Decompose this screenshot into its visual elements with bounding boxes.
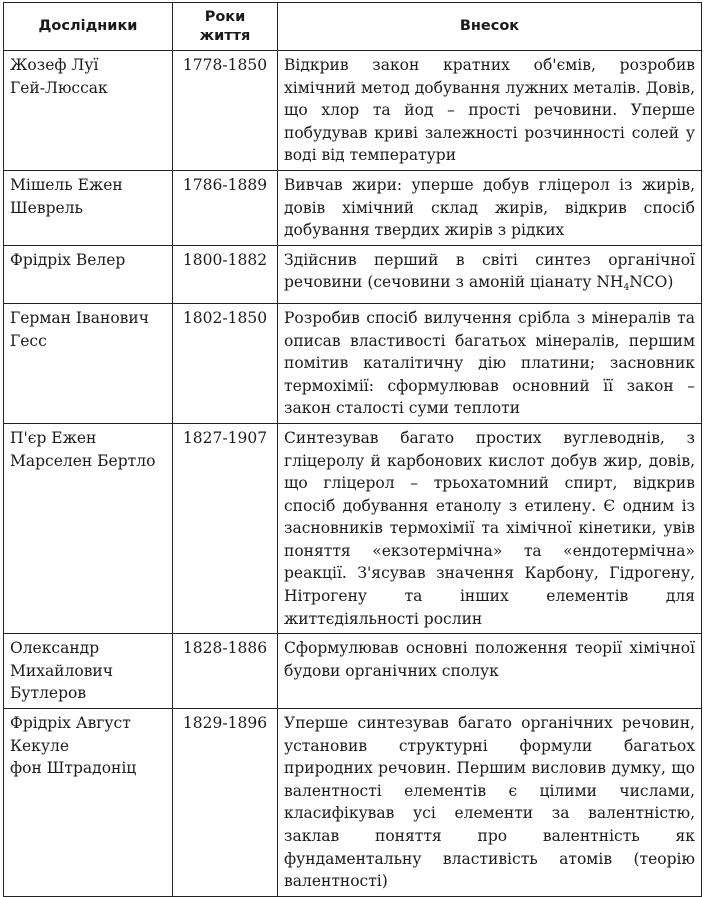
researcher-name: Фрідріх Август Кекуле фон Штрадоніц: [4, 709, 173, 897]
header-years: Роки життя: [173, 3, 278, 51]
header-researchers: Дослідники: [4, 3, 173, 51]
researcher-name: Фрідріх Велер: [4, 245, 173, 303]
life-years: 1802-1850: [173, 303, 278, 423]
contribution-text: Вивчав жири: уперше добув гліцерол із жирів, довів хімічний склад жирів, відкрив спосіб добування твердих жирів з рідких: [278, 170, 702, 245]
contribution-text: Синтезував багато простих вуглеводнів, з гліцеролу й карбонових кислот добув жир, довів, що гліцерол – трьохатомний спирт, відкрив спосіб добування етанолу з етилену. Є одним із засновників термохімії та хімічної кінетики, увів поняття «екзотермічна» та «ендотермічна» реакції. З'ясував значення Карбону, Гідрогену, Нітрогену та інших елементів для життєдіяльності рослин: [278, 423, 702, 633]
life-years: 1829-1896: [173, 709, 278, 897]
researcher-name: Олександр Михайлович Бутлеров: [4, 634, 173, 709]
contribution-text-main: Здійснив перший в світі синтез органічної речовини (сечовини з амоній ціанату NH: [284, 250, 695, 292]
table-row: [4, 170, 702, 245]
table-row: [4, 634, 702, 709]
contribution-text: [278, 245, 702, 303]
life-years: 1828-1886: [173, 634, 278, 709]
header-row: [4, 3, 702, 51]
contribution-text-end: NCO): [629, 273, 674, 292]
contribution-text: Уперше синтезував багато органічних речовин, установив структурні формули багатьох природних речовин. Першим висловив думку, що валентності елементів є цілими числами, класифікував усі елементи за валентністю, заклав поняття про валентність як фундаментальну властивість атомів (теорію валентності): [278, 709, 702, 897]
table-row: [4, 245, 702, 303]
life-years: 1786-1889: [173, 170, 278, 245]
life-years: 1778-1850: [173, 51, 278, 171]
life-years: 1800-1882: [173, 245, 278, 303]
researcher-name: Жозеф Луї Гей-Люссак: [4, 51, 173, 171]
table-row: [4, 51, 702, 171]
researcher-name: Мішель Ежен Шеврель: [4, 170, 173, 245]
researcher-name: П'єр Ежен Марселен Бертло: [4, 423, 173, 633]
contribution-text: Розробив спосіб вилучення срібла з мінералів та описав властивості багатьох мінералів, першим помітив каталітичну дію платини; засновник термохімії: сформулював основний її закон – закон сталості суми теплоти: [278, 303, 702, 423]
researcher-name: Герман Іванович Гесс: [4, 303, 173, 423]
header-contribution: Внесок: [278, 3, 702, 51]
table-row: [4, 423, 702, 633]
table-row: [4, 303, 702, 423]
table-row: [4, 709, 702, 897]
formula-subscript: 4: [623, 283, 630, 294]
life-years: 1827-1907: [173, 423, 278, 633]
scientists-table: [3, 2, 702, 897]
contribution-text: Відкрив закон кратних об'ємів, розробив хімічний метод добування лужних металів. Довів, що хлор та йод – прості речовини. Уперше побудував криві залежності розчинності солей у воді від температури: [278, 51, 702, 171]
contribution-text: Сформулював основні положення теорії хімічної будови органічних сполук: [278, 634, 702, 709]
